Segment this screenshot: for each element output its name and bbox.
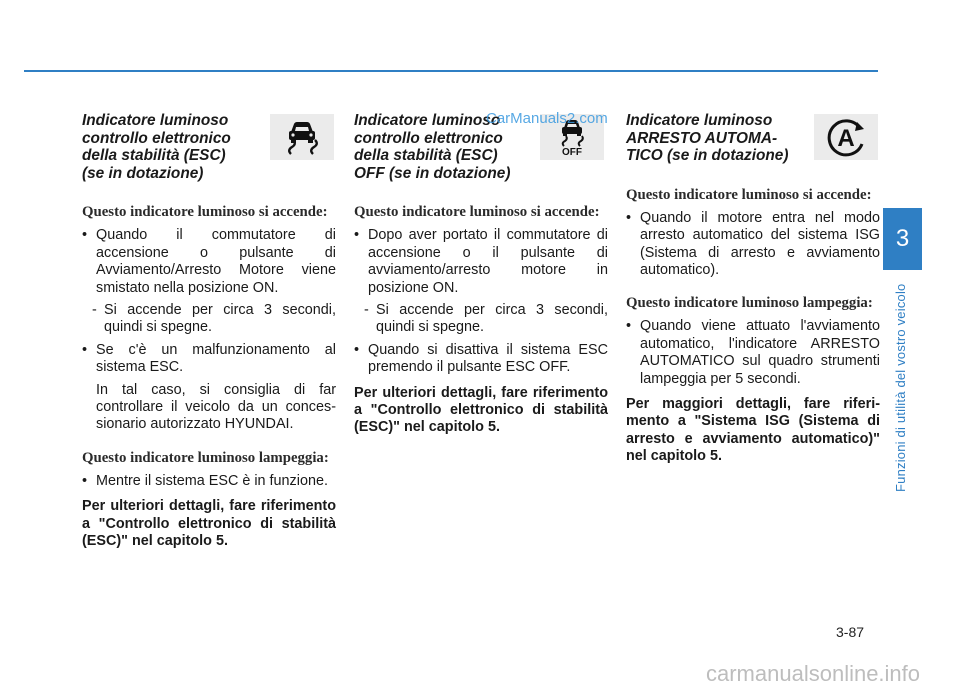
column-esc-off [354,108,608,437]
bullet-item: • Quando il motore entra nel modo arresto automatico del sistema ISG (Sistema di arresto e avviamento automatico). [626,210,880,280]
esc-off-label: OFF [562,147,582,157]
page-number: 3-87 [836,624,865,640]
dash-item: - Si accende per circa 3 secondi, quindi si spegne. [92,302,336,336]
reference-text: Per ulteriori dettagli, fare riferimento a "Controllo elettronico di stabilità (ESC)" nel capitolo 5. [354,384,608,436]
dash-item: - Si accende per circa 3 secondi, quindi si spegne. [364,302,608,336]
subheading-lights-on: Questo indicatore luminoso si accende: [82,204,328,221]
subheading-lights-on: Questo indicatore luminoso si accende: [626,186,872,203]
auto-stop-letter: A [837,125,855,152]
bullet-item: • Mentre il sistema ESC è in funzione. [82,473,336,490]
bullet-item: • Quando viene attuato l'avviamento automatico, l'indicatore ARRESTO AUTOMATICO sul quadro strumenti lampeggia per 5 secondi. [626,318,880,388]
subheading-blinks: Questo indicatore luminoso lampeggia: [82,449,329,466]
subheading-blinks: Questo indicatore luminoso lampeggia: [626,295,873,312]
esc-skid-car-icon [270,114,334,160]
bullet-item: • Quando il commutatore di accensione o pulsante di Avviamento/Arresto Motore viene smistato nella posizione ON. [82,227,336,297]
note-paragraph: In tal caso, si consiglia di far controllare il veicolo da un concessionario autorizzato HYUNDAI. [96,381,336,433]
reference-text: Per ulteriori dettagli, fare riferimento a "Controllo elettronico di stabilità (ESC)" nel capitolo 5. [82,498,336,550]
dash-text: Si accende per circa 3 secondi, quindi si spegne. [376,302,608,336]
column-auto-stop [626,108,880,466]
chapter-title: Funzioni di utilità del vostro veicolo [893,283,908,492]
top-rule [24,70,878,72]
section-title: Indicatore luminoso controllo elettronico della stabilità (ESC) (se in dotazione) [82,112,231,182]
section-title: Indicatore luminoso controllo elettronico della stabilità (ESC) OFF (se in dotazione) [354,112,511,182]
chapter-tab: 3 [883,208,922,270]
subheading-lights-on: Questo indicatore luminoso si accende: [354,204,600,221]
dash-text: Si accende per circa 3 secondi, quindi si spegne. [104,302,336,336]
bullet-item: • Quando si disattiva il sistema ESC premendo il pulsante ESC OFF. [354,342,608,377]
footer-watermark: carmanualsonline.info [706,661,921,686]
auto-stop-icon [814,114,878,160]
watermark: CarManuals2.com [486,110,608,127]
reference-text: Per maggiori dettagli, fare riferimento a "Sistema ISG (Sistema di arresto e avviamento automatico)" nel capitolo 5. [626,396,880,465]
bullet-item: • Dopo aver portato il commutatore di accensione o il pulsante di avviamento/arresto motore in posizione ON. [354,227,608,297]
column-esc [82,108,336,550]
bullet-item: • Se c'è un malfunzionamento al sistema ESC. [82,342,336,377]
section-title: Indicatore luminoso ARRESTO AUTOMATICO (se in dotazione) [626,112,789,165]
